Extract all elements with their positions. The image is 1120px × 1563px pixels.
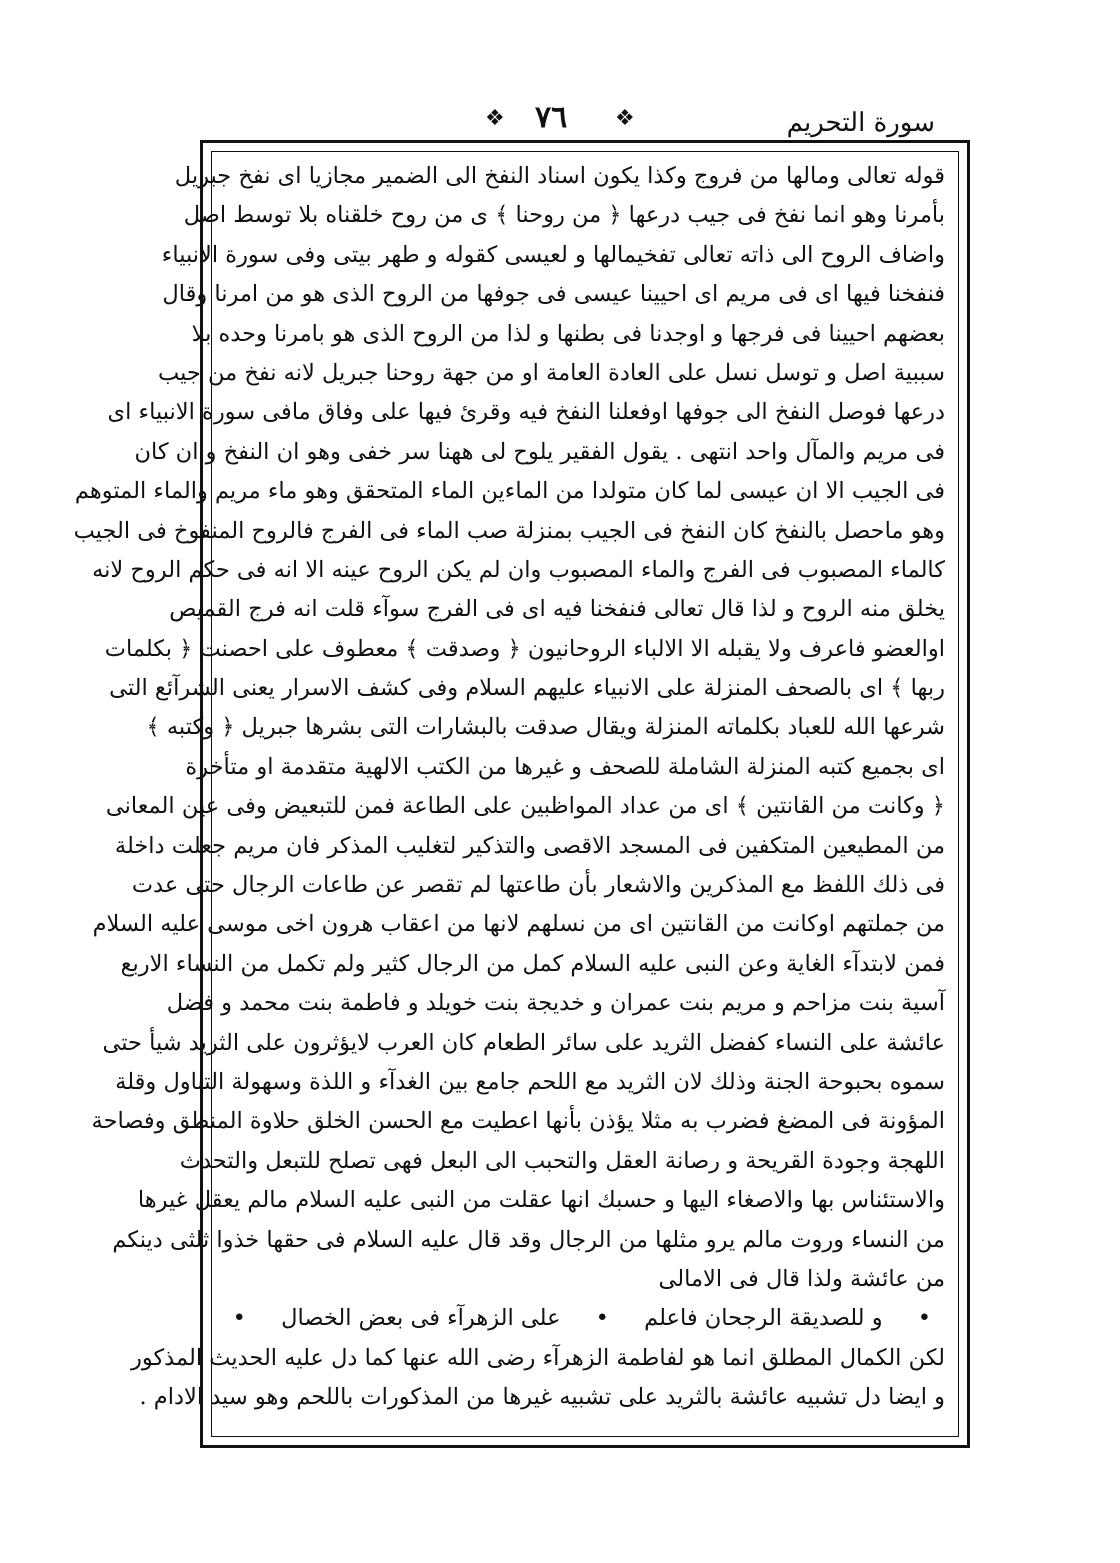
text-line: فى ذلك اللفظ مع المذكرين والاشعار بأن طاعتها لم تقصر عن طاعات الرجال حتى عدت [131,872,945,899]
text-line: وهو ماحصل بالنفخ كان النفخ فى الجيب بمنزلة صب الماء فى الفرج فالروح المنفوخ فى الجيب [73,517,945,544]
text-line: كالماء المصبوب فى الفرج والماء المصبوب وان لم يكن الروح عينه الا انه فى حكم الروح لانه [92,556,945,583]
text-line: والاستئناس بها والاصغاء اليها و حسبك انها عقلت من النبى عليه السلام مالم يعقل غيرها [137,1187,945,1214]
body-text [73,157,945,1433]
text-line: و ايضا دل تشبيه عائشة بالثريد على تشبيه غيرها من المذكورات باللحم وهو سيد الادام . [139,1384,945,1411]
text-line: من عائشة ولذا قال فى الامالى [658,1265,945,1292]
text-line: درعها فوصل النفخ الى جوفها اوفعلنا النفخ فيه وقرئ فيها على وفاق مافى سورة الانبياء اى [107,399,945,426]
verse-separator: • [917,1305,931,1332]
verse-hemistich-first: و للصديقة الرجحان فاعلم [644,1305,883,1332]
page-header [205,98,935,142]
ornament-left-icon: ❖ [485,106,505,131]
text-line: اللهجة وجودة القريحة و رصانة العقل والتحبب الى البعل فهى تصلح للتبعل والتحدث [179,1147,945,1174]
text-line: فى مريم والمآل واحد انتهى . يقول الفقير يلوح لى ههنا سر خفى وهو ان النفخ و ان كان [134,438,945,465]
text-line: آسية بنت مزاحم و مريم بنت عمران و خديجة بنت خويلد و فاطمة بنت محمد و فضل [166,990,945,1017]
text-line: من المطيعين المتكفين فى المسجد الاقصى والتذكير لتغليب المذكر فان مريم جعلت داخلة [114,832,945,859]
text-line: يخلق منه الروح و لذا قال تعالى فنفخنا فيه اى فى الفرج سوآء قلت انه فرج القميص [169,596,945,623]
page-number: ٧٦ [535,100,568,135]
text-line: اى بجميع كتبه المنزلة الشاملة للصحف و غيرها من الكتب الالهية متقدمة او متأخرة [185,753,945,780]
verse-separator: • [232,1305,246,1332]
text-line: اوالعضو فاعرف ولا يقبله الا الالباء الروحانيون ﴿ وصدقت ﴾ معطوف على احصنت ﴿ بكلمات [104,635,945,662]
text-line: عائشة على النساء كفضل الثريد على سائر الطعام كان العرب لايؤثرون على الثريد شيأ حتى [102,1029,945,1056]
text-line: لكن الكمال المطلق انما هو لفاطمة الزهرآء رضى الله عنها كما دل عليه الحديث المذكور [130,1344,945,1371]
text-line: فمن لابتدآء الغاية وعن النبى عليه السلام كمل من الرجال كثير ولم تكمل من النساء الاربع [120,950,945,977]
ornament-right-icon: ❖ [615,106,635,131]
text-line: بعضهم احيينا فى فرجها و اوجدنا فى بطنها و لذا من الروح الذى هو بامرنا وحده بلا [191,320,945,347]
page-frame [73,140,970,1448]
surah-title: سورة التحريم [786,108,935,138]
text-line: فنفخنا فيها اى فى مريم اى احيينا عيسى فى جوفها من الروح الذى هو من امرنا وقال [162,281,945,308]
text-line: واضاف الروح الى ذاته تعالى تفخيمالها و لعيسى كقوله و طهر بيتى وفى سورة الانبياء [161,241,945,268]
text-line: بأمرنا وهو انما نفخ فى جيب درعها ﴿ من روحنا ﴾ ى من روح خلقناه بلا توسط اصل [183,202,945,229]
text-line: سموه بحبوحة الجنة وذلك لان الثريد مع اللحم جامع بين الغدآء و اللذة وسهولة التناول وقلة [115,1068,945,1095]
text-line: ربها ﴾ اى بالصحف المنزلة على الانبياء عليهم السلام وفى كشف الاسرار يعنى الشرآئع التى [109,675,945,702]
text-line: ﴿ وكانت من القانتين ﴾ اى من عداد المواظبين على الطاعة فمن للتبعيض وفى عين المعانى [105,793,945,820]
verse-hemistich-second: على الزهرآء فى بعض الخصال [281,1305,561,1332]
text-line: شرعها الله للعباد بكلماته المنزلة ويقال صدقت بالبشارات التى بشرها جبريل ﴿ وكتبه ﴾ [146,714,945,741]
text-line: من النساء وروت مالم يرو مثلها من الرجال وقد قال عليه السلام فى حقها خذوا ثلثى دينكم [112,1226,945,1253]
text-line: فى الجيب الا ان عيسى لما كان متولدا من الماءين الماء المتحقق وهو ماء مريم والماء المتوهم [74,478,945,505]
text-line: من جملتهم اوكانت من القانتين اى من نسلهم لانها من اعقاب هرون اخى موسى عليه السلام [92,911,945,938]
poetry-verse [225,1299,945,1338]
verse-separator: • [595,1305,609,1332]
text-line: قوله تعالى ومالها من فروج وكذا يكون اسناد النفخ الى الضمير مجازيا اى نفخ جبريل [174,163,945,189]
text-line: سببية اصل و توسل نسل على العادة العامة او من جهة روحنا جبريل لانه نفخ من جيب [158,359,945,386]
text-line: المؤونة فى المضغ فضرب به مثلا يؤذن بأنها اعطيت مع الحسن الخلق حلاوة المنطق وفصاحة [91,1108,945,1135]
